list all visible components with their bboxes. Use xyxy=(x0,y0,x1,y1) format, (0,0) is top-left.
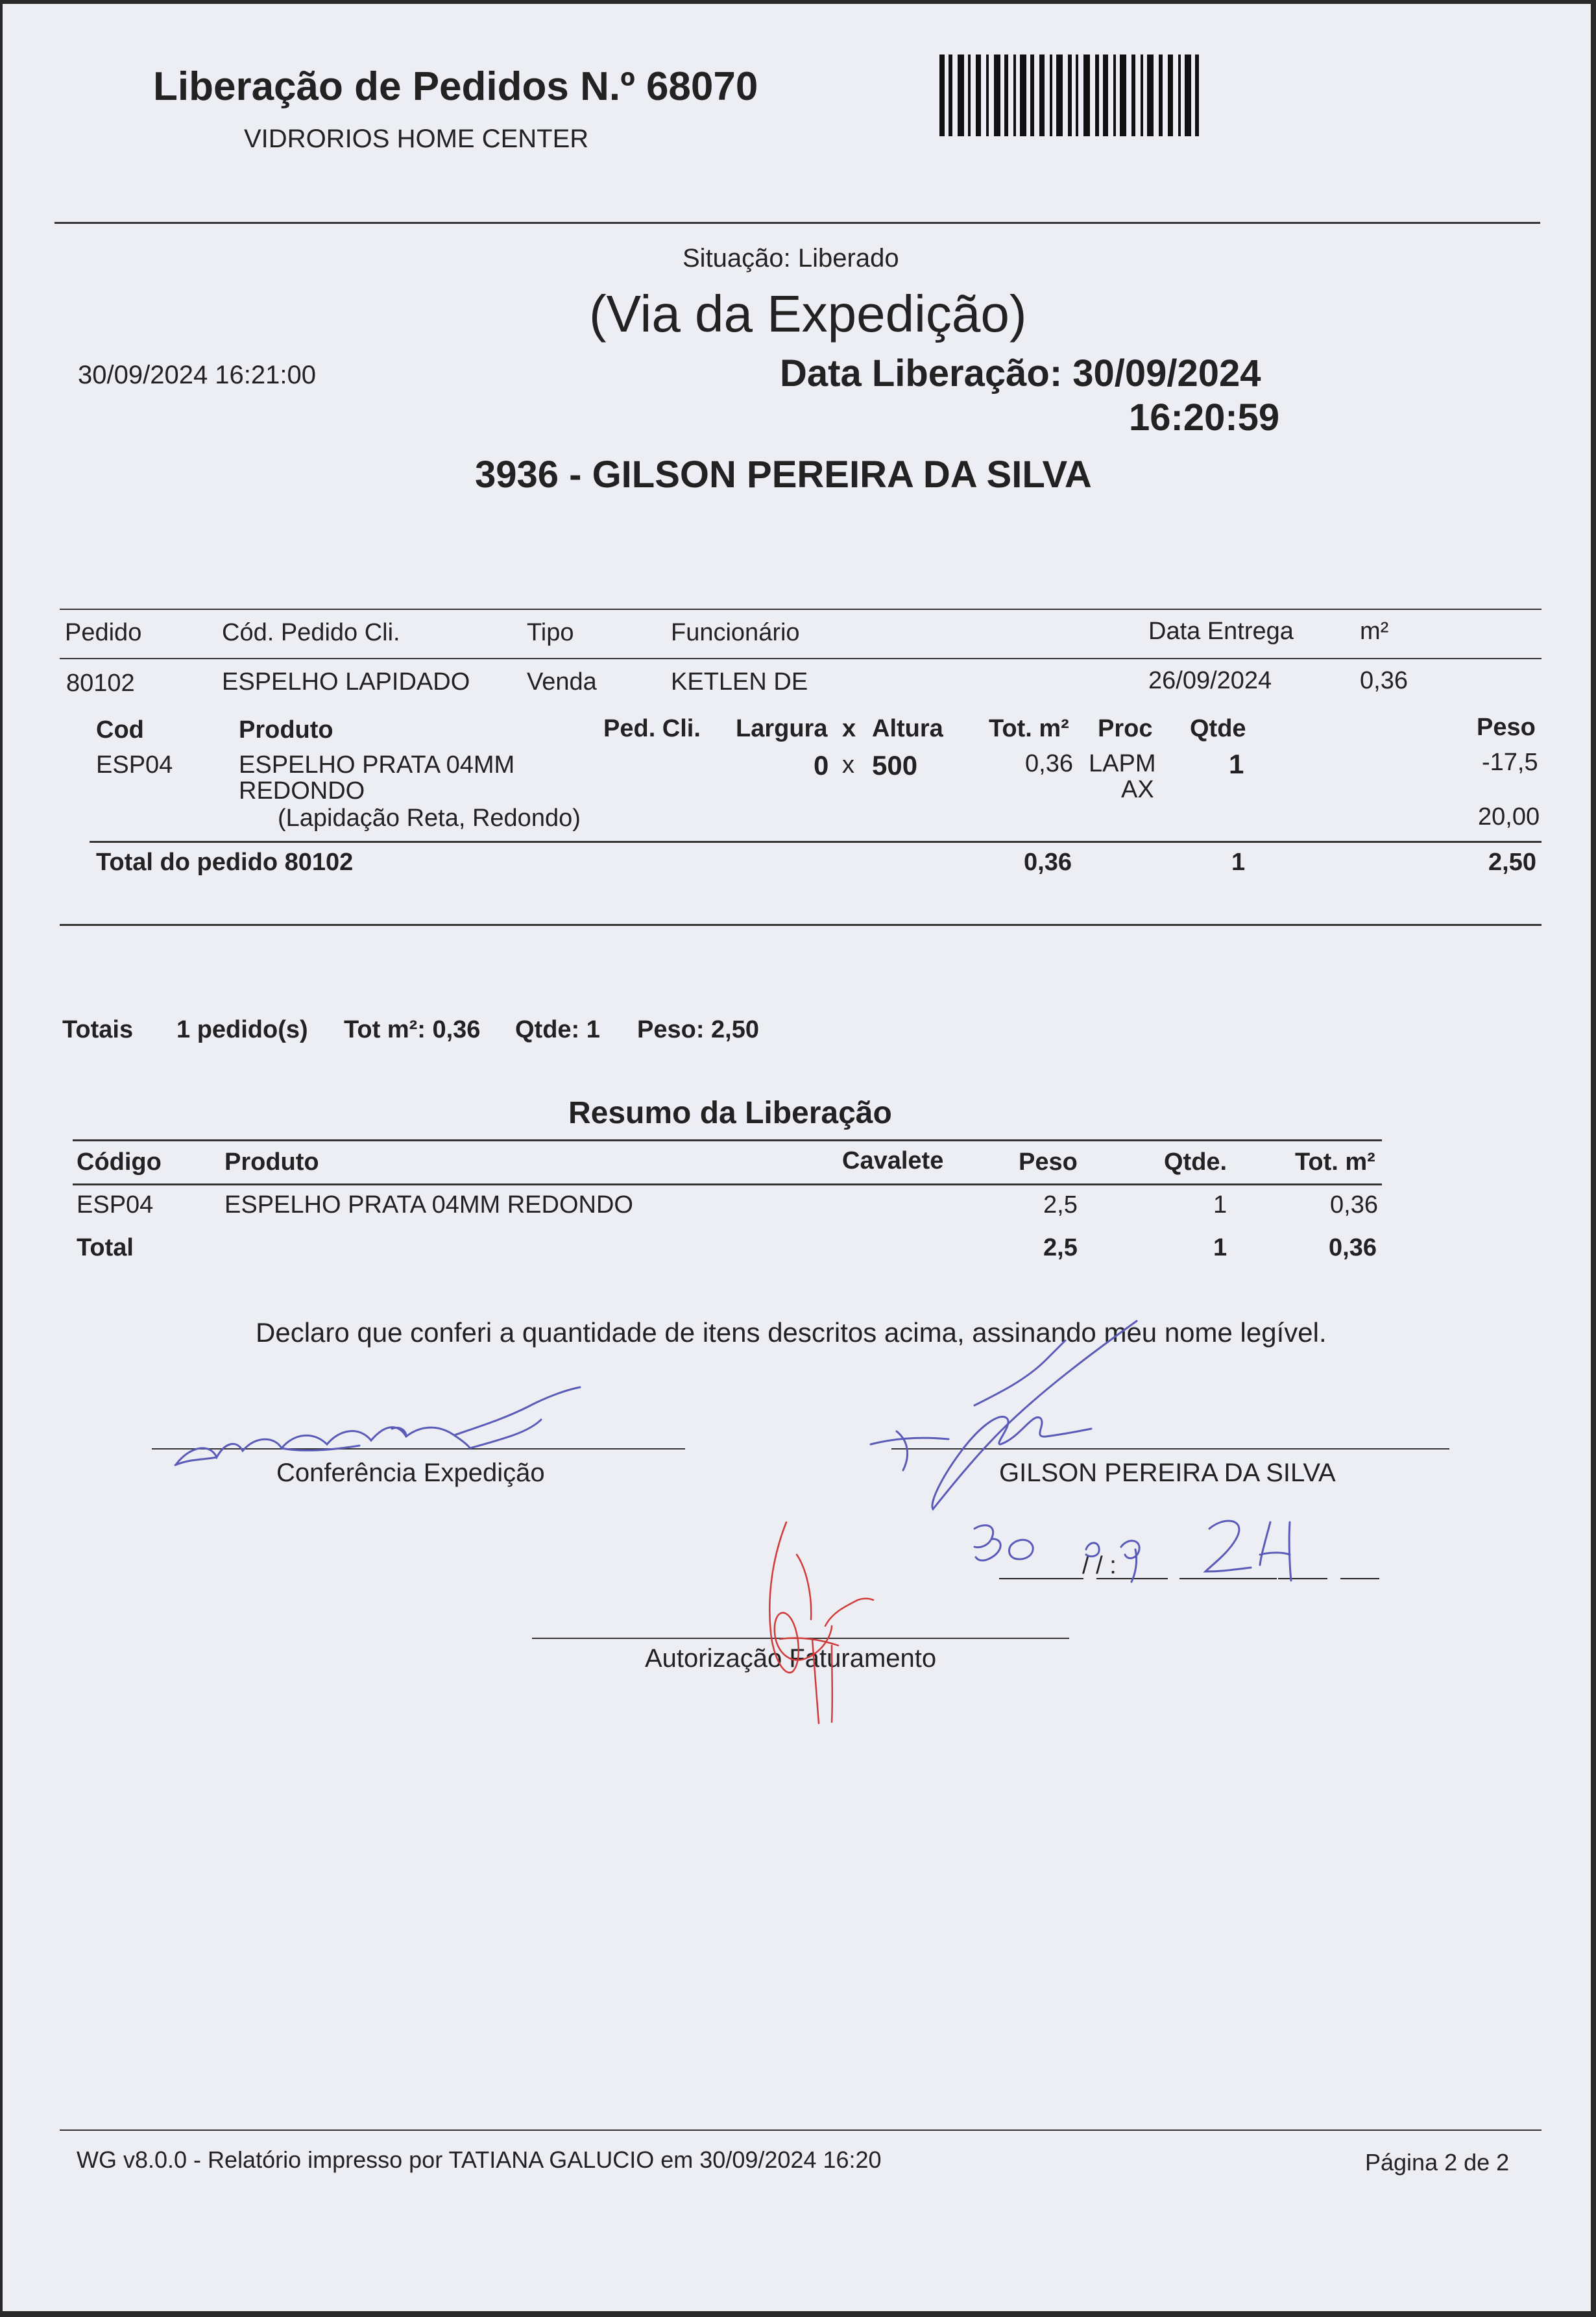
order-total-qtde: 1 xyxy=(1231,849,1246,876)
autorizacao-label: Autorização Faturamento xyxy=(645,1644,937,1673)
item-proc-line2: AX xyxy=(1121,776,1154,803)
situacao-label: Situação: Liberado xyxy=(683,244,899,273)
order-pedido: 80102 xyxy=(66,670,135,697)
print-datetime: 30/09/2024 16:21:00 xyxy=(78,361,317,389)
col-header-cod-pedido-cli: Cód. Pedido Cli. xyxy=(222,619,400,646)
item-header-ped-cli: Ped. Cli. xyxy=(603,715,701,742)
barcode xyxy=(939,55,1199,136)
order-total-label: Total do pedido 80102 xyxy=(96,849,354,876)
item-peso: -17,5 xyxy=(1482,749,1538,776)
item-header-altura: Altura xyxy=(872,715,943,742)
resumo-header-produto: Produto xyxy=(224,1148,319,1176)
hora-liberacao: 16:20:59 xyxy=(1129,396,1280,439)
divider xyxy=(60,2129,1542,2131)
divider xyxy=(73,1183,1382,1185)
resumo-header-peso: Peso xyxy=(1019,1148,1078,1176)
col-header-pedido: Pedido xyxy=(65,619,142,646)
order-total-peso: 2,50 xyxy=(1488,849,1536,876)
data-liberacao: Data Liberação: 30/09/2024 xyxy=(780,352,1261,394)
order-m2: 0,36 xyxy=(1360,667,1408,694)
item-altura: 500 xyxy=(872,750,918,781)
divider xyxy=(90,841,1542,843)
item-processes-peso: 20,00 xyxy=(1478,803,1540,831)
order-funcionario: KETLEN DE xyxy=(671,668,808,696)
cliente-signature-label: GILSON PEREIRA DA SILVA xyxy=(999,1459,1336,1487)
totais-peso: Peso: 2,50 xyxy=(637,1016,759,1043)
resumo-peso: 2,5 xyxy=(1043,1191,1078,1219)
date-separators: / / : xyxy=(1082,1552,1117,1579)
item-produto-line1: ESPELHO PRATA 04MM xyxy=(239,751,515,779)
item-processes: (Lapidação Reta, Redondo) xyxy=(278,805,581,832)
item-header-proc: Proc xyxy=(1098,715,1153,742)
divider xyxy=(60,658,1542,659)
item-qtde: 1 xyxy=(1229,749,1244,779)
resumo-header-cavalete: Cavalete xyxy=(842,1147,944,1174)
totais-tot-m2: Tot m²: 0,36 xyxy=(344,1016,481,1043)
item-header-cod: Cod xyxy=(96,716,144,744)
resumo-header-codigo: Código xyxy=(77,1148,162,1176)
item-header-qtde: Qtde xyxy=(1190,715,1246,742)
resumo-header-qtde: Qtde. xyxy=(1164,1148,1227,1176)
resumo-total-m2: 0,36 xyxy=(1329,1234,1377,1261)
resumo-total-qtde: 1 xyxy=(1213,1234,1227,1261)
item-header-peso: Peso xyxy=(1477,714,1536,741)
col-header-funcionario: Funcionário xyxy=(671,619,800,646)
order-cod-pedido-cli: ESPELHO LAPIDADO xyxy=(222,668,470,696)
order-tipo: Venda xyxy=(527,668,597,696)
via-label: (Via da Expedição) xyxy=(589,285,1027,343)
company-name: VIDRORIOS HOME CENTER xyxy=(244,125,589,153)
resumo-tot-m2: 0,36 xyxy=(1330,1191,1378,1219)
item-x: x xyxy=(842,751,854,779)
divider xyxy=(60,609,1542,610)
divider xyxy=(60,924,1542,926)
totais-qtde: Qtde: 1 xyxy=(515,1016,600,1043)
time-line-minute xyxy=(1340,1578,1379,1579)
item-largura: 0 xyxy=(814,750,829,781)
document-title: Liberação de Pedidos N.º 68070 xyxy=(153,64,758,109)
footer-report-info: WG v8.0.0 - Relatório impresso por TATIANA GALUCIO em 30/09/2024 16:20 xyxy=(77,2146,882,2173)
conferencia-signature xyxy=(165,1381,593,1478)
cliente-name: 3936 - GILSON PEREIRA DA SILVA xyxy=(475,454,1092,496)
item-cod: ESP04 xyxy=(96,751,173,779)
resumo-qtde: 1 xyxy=(1213,1191,1227,1219)
item-header-produto: Produto xyxy=(239,716,333,744)
item-header-largura: Largura xyxy=(736,715,828,742)
totais-pedidos: 1 pedido(s) xyxy=(176,1016,308,1043)
cliente-signature xyxy=(871,1315,1156,1522)
conferencia-label: Conferência Expedição xyxy=(276,1459,545,1487)
col-header-tipo: Tipo xyxy=(527,619,574,646)
handwritten-date xyxy=(965,1509,1329,1587)
totais-label: Totais xyxy=(62,1016,134,1043)
col-header-m2: m² xyxy=(1360,618,1389,645)
item-header-x: x xyxy=(842,715,856,742)
page-number: Página 2 de 2 xyxy=(1365,2149,1510,2176)
col-header-data-entrega: Data Entrega xyxy=(1148,618,1294,645)
resumo-title: Resumo da Liberação xyxy=(568,1096,892,1130)
resumo-total-label: Total xyxy=(77,1234,134,1261)
resumo-codigo: ESP04 xyxy=(77,1191,154,1219)
item-produto-line2: REDONDO xyxy=(239,777,365,805)
resumo-produto: ESPELHO PRATA 04MM REDONDO xyxy=(224,1191,633,1219)
divider xyxy=(54,222,1540,224)
declaracao-text: Declaro que conferi a quantidade de itens descritos acima, assinando meu nome legível. xyxy=(256,1317,1327,1348)
autorizacao-signature xyxy=(734,1516,877,1730)
resumo-header-tot-m2: Tot. m² xyxy=(1295,1148,1375,1176)
item-proc-line1: LAPM xyxy=(1089,750,1156,777)
divider xyxy=(73,1139,1382,1141)
document-page xyxy=(3,4,1591,2311)
item-tot-m2: 0,36 xyxy=(1025,750,1073,777)
order-total-m2: 0,36 xyxy=(1024,849,1072,876)
item-header-tot-m2: Tot. m² xyxy=(989,715,1069,742)
order-data-entrega: 26/09/2024 xyxy=(1148,667,1272,694)
resumo-total-peso: 2,5 xyxy=(1043,1234,1078,1261)
